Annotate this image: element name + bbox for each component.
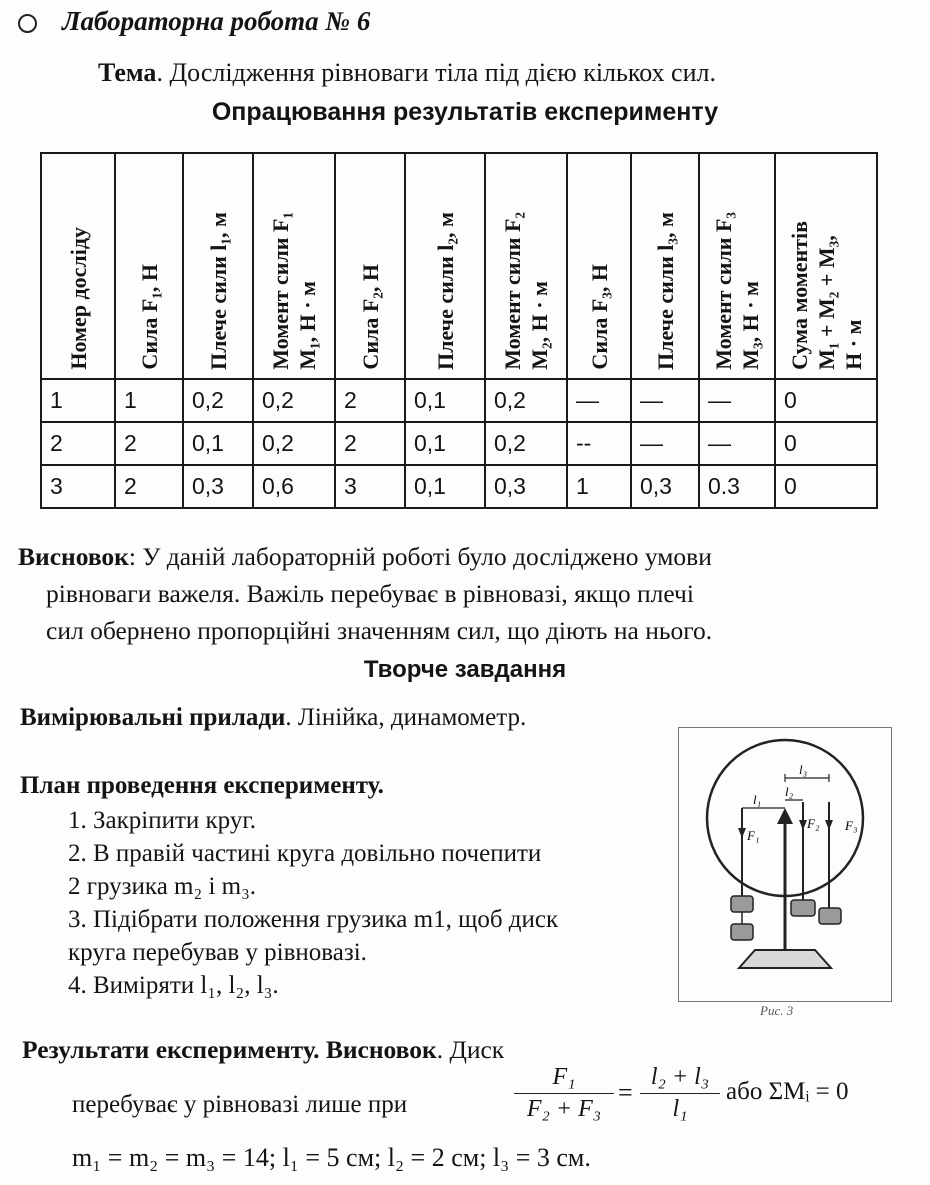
table-row — [41, 422, 877, 465]
label-l1: l₁ — [753, 792, 762, 807]
plan-title: План проведення експерименту. — [20, 772, 384, 799]
conclusion-line-2: рівноваги важеля. Важіль перебуває в рівновазі, якщо плечі — [46, 579, 694, 608]
table-cell: 3 — [335, 465, 405, 508]
header-text: Момент сили F₃ M₃, Н · м — [711, 212, 763, 370]
weight-m3 — [819, 908, 841, 924]
topic-line — [98, 58, 716, 88]
plan-step: 4. Виміряти l₁, l₂, l₃. — [68, 972, 279, 999]
conclusion-label: Висновок — [18, 542, 129, 571]
table-cell: 0,2 — [485, 379, 567, 422]
table-cell: 0 — [775, 422, 877, 465]
table-cell: 0,1 — [405, 422, 485, 465]
header-text: Плече сили l₂, м — [432, 212, 458, 370]
arm-fraction — [640, 1064, 720, 1123]
table-cell: 0 — [775, 465, 877, 508]
fraction-denominator: l₁ — [672, 1096, 688, 1122]
header-text: Сума моментів M₁ + M₂ + M₃, Н · м — [786, 221, 866, 370]
table-cell: 2 — [41, 422, 115, 465]
force-fraction — [514, 1064, 614, 1123]
header-cell — [335, 153, 405, 379]
header-cell — [775, 153, 877, 379]
instruments-label: Вимірювальні прилади — [20, 704, 286, 731]
f2-arrow-icon — [799, 820, 807, 830]
results-table — [40, 152, 878, 509]
results-heading: Результати експерименту. Висновок — [22, 1035, 437, 1064]
bullet-circle-icon — [18, 14, 37, 33]
results-heading-line — [22, 1035, 504, 1065]
processing-title: Опрацювання результатів експерименту — [211, 98, 719, 126]
f1-arrow-icon — [738, 828, 746, 838]
table-cell: 0,6 — [253, 465, 335, 508]
instruments-line — [20, 704, 526, 732]
masses-line: m₁ = m₂ = m₃ = 14; l₁ = 5 см; l₂ = 2 см; l₃ = 3 см. — [72, 1143, 591, 1172]
fraction-denominator: F₂ + F₃ — [526, 1096, 602, 1122]
pivot-icon — [777, 808, 793, 824]
table-cell: 0.3 — [699, 465, 775, 508]
f3-arrow-icon — [825, 820, 833, 830]
header-cell — [567, 153, 631, 379]
weight-m1a — [731, 896, 753, 912]
table-cell: 0,1 — [183, 422, 253, 465]
table-cell: 0,3 — [485, 465, 567, 508]
plan-step: 1. Закріпити круг. — [68, 807, 257, 834]
header-cell — [253, 153, 335, 379]
moment-sum-condition: або ΣMᵢ = 0 — [726, 1078, 849, 1105]
table-cell: 2 — [115, 465, 183, 508]
weight-m2 — [791, 900, 815, 916]
table-header-row — [41, 153, 877, 379]
plan-step: 3. Підібрати положення грузика m1, щоб диск — [68, 906, 559, 933]
table-cell: 0,2 — [183, 379, 253, 422]
creative-task-title: Творче завдання — [363, 656, 567, 683]
header-text: Момент сили F₁ M₁, Н · м — [268, 212, 320, 370]
label-f3: F₃ — [845, 818, 858, 833]
fraction-numerator: F₁ — [514, 1064, 614, 1094]
plan-step: круга перебував у рівновазі. — [68, 939, 367, 966]
header-cell — [41, 153, 115, 379]
lab-title: Лабораторна робота № 6 — [62, 6, 371, 36]
table-cell: -- — [567, 422, 631, 465]
table-row — [41, 465, 877, 508]
topic-text: . Дослідження рівноваги тіла під дією кількох сил. — [156, 58, 716, 87]
header-text: Сила F₃, Н — [586, 264, 612, 370]
header-text: Сила F₂, Н — [357, 264, 383, 370]
conclusion-line-1 — [18, 542, 712, 572]
table-cell: 0,3 — [183, 465, 253, 508]
fraction-numerator: l₂ + l₃ — [640, 1064, 720, 1094]
table-cell: 0 — [775, 379, 877, 422]
weight-m1b — [731, 924, 753, 940]
header-text: Номер досліду — [65, 227, 91, 370]
experiment-figure — [678, 727, 892, 1002]
stand-base — [739, 950, 831, 968]
header-cell — [699, 153, 775, 379]
table-row — [41, 379, 877, 422]
plan-step: 2 грузика m₂ і m₃. — [68, 873, 257, 900]
label-f1: F₁ — [747, 828, 760, 843]
header-cell — [183, 153, 253, 379]
header-cell — [631, 153, 699, 379]
table-cell: 0,3 — [631, 465, 699, 508]
table-cell: — — [699, 422, 775, 465]
instruments-text: . Лінійка, динамометр. — [285, 704, 527, 731]
table-cell: 3 — [41, 465, 115, 508]
table-cell: — — [567, 379, 631, 422]
table-cell: — — [699, 379, 775, 422]
table-cell: 2 — [335, 379, 405, 422]
header-cell — [485, 153, 567, 379]
disk-balance-diagram — [679, 728, 891, 1001]
table-cell: 1 — [567, 465, 631, 508]
table-cell: — — [631, 422, 699, 465]
table-cell: — — [631, 379, 699, 422]
figure-caption: Рис. 3 — [760, 1003, 794, 1018]
header-cell — [405, 153, 485, 379]
topic-label: Тема — [98, 58, 157, 87]
table-cell: 2 — [115, 422, 183, 465]
label-l3: l₃ — [799, 762, 808, 777]
header-text: Плече сили l₁, м — [205, 212, 231, 370]
plan-step: 2. В правій частині круга довільно почепити — [68, 840, 542, 867]
label-f2: F₂ — [807, 816, 820, 831]
header-text: Плече сили l₃, м — [652, 212, 678, 370]
equals-sign: = — [618, 1078, 633, 1107]
header-cell — [115, 153, 183, 379]
table-cell: 1 — [41, 379, 115, 422]
table-cell: 0,2 — [253, 422, 335, 465]
conclusion-line-3: сил обернено пропорційні значенням сил, що діють на нього. — [46, 616, 713, 645]
balance-text: перебуває у рівновазі лише при — [72, 1091, 408, 1118]
header-text: Сила F₁, Н — [136, 264, 162, 370]
label-l2: l₂ — [785, 784, 794, 799]
conclusion-text-1: : У даній лабораторній роботі було досліджено умови — [128, 542, 712, 571]
table-cell: 0,1 — [405, 465, 485, 508]
table-cell: 0,2 — [253, 379, 335, 422]
table-cell: 0,2 — [485, 422, 567, 465]
results-heading-tail: . Диск — [436, 1035, 505, 1064]
table-cell: 1 — [115, 379, 183, 422]
header-text: Момент сили F₂ M₂, Н · м — [500, 212, 552, 370]
table-cell: 0,1 — [405, 379, 485, 422]
table-cell: 2 — [335, 422, 405, 465]
